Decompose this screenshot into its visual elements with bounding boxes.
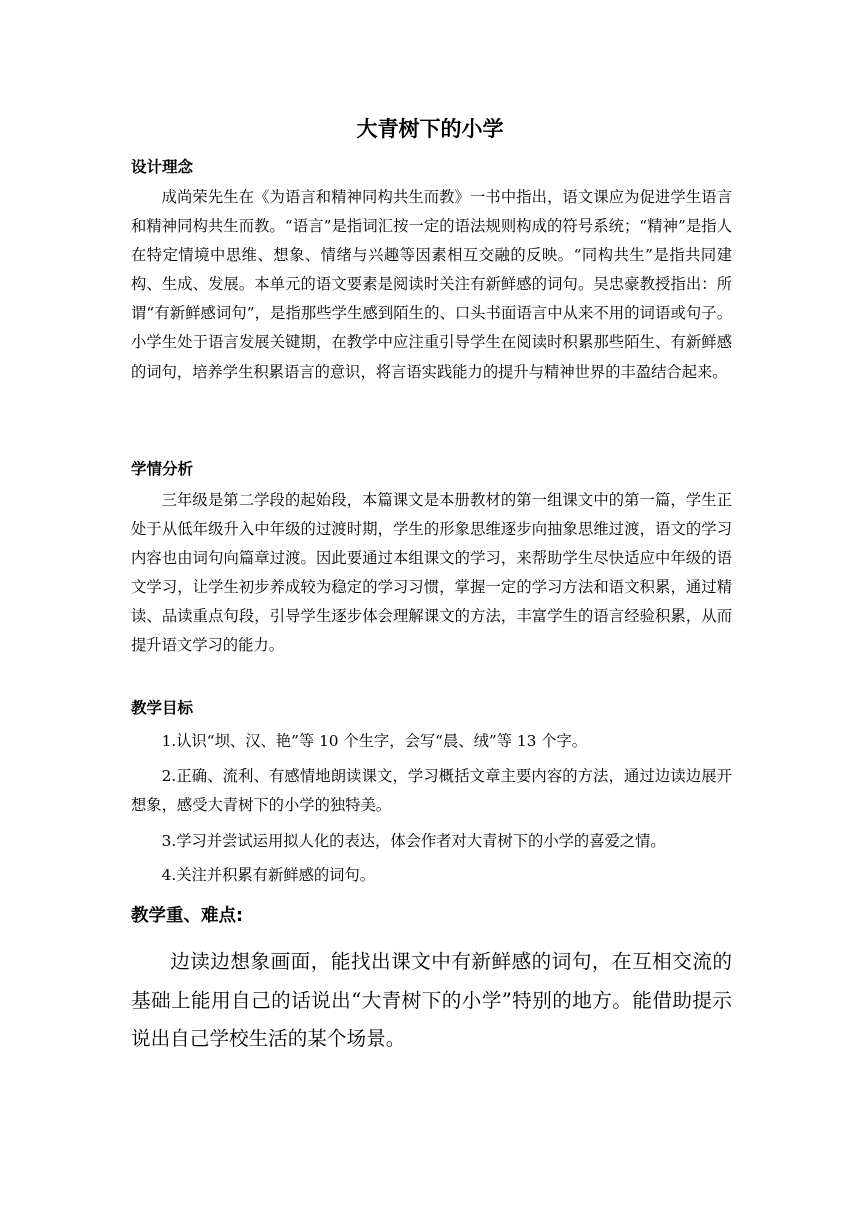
goal-item-4: 4.关注并积累有新鲜感的词句。 (161, 866, 376, 884)
section-heading-design: 设计理念 (131, 158, 194, 176)
goal-item-3: 3.学习并尝试运用拟人化的表达，体会作者对大青树下的小学的喜爱之情。 (161, 832, 666, 850)
section-heading-key-points: 教学重、难点: (131, 906, 243, 926)
paragraph-analysis: 三年级是第二学段的起始段，本篇课文是本册教材的第一组课文中的第一篇，学生正处于从低年级升入中年级的过渡时期，学生的形象思维逐步向抽象思维过渡，语文的学习内容也由词句向篇章过渡。因此要通过本组课文的学习，来帮助学生尽快适应中年级的语文学习，让学生初步养成较为稳定的学习习惯，掌握一定的学习方法和语文积累，通过精读、品读重点句段，引导学生逐步体会理解课文的方法，丰富学生的语言经验积累，从而提升语文学习的能力。 (131, 491, 732, 655)
paragraph-key-points: 边读边想象画面，能找出课文中有新鲜感的词句，在互相交流的基础上能用自己的话说出“大青树下的小学”特别的地方。能借助提示说出自己学校生活的某个场景。 (131, 950, 732, 1050)
goal-item-1: 1.认识“坝、汉、艳”等 10 个生字，会写“晨、绒”等 13 个字。 (161, 732, 588, 750)
page-title: 大青树下的小学 (356, 117, 504, 141)
paragraph-design: 成尚荣先生在《为语言和精神同构共生而教》一书中指出，语文课应为促进学生语言和精神同构共生而教。“语言”是指词汇按一定的语法规则构成的符号系统；“精神”是指人在特定情境中思维、想象、情绪与兴趣等因素相互交融的反映。“同构共生”是指共同建构、生成、发展。本单元的语文要素是阅读时关注有新鲜感的词句。吴忠豪教授指出：所谓“有新鲜感词句”，是指那些学生感到陌生的、口头书面语言中从来不用的词语或句子。小学生处于语言发展关键期，在教学中应注重引导学生在阅读时积累那些陌生、有新鲜感的词句，培养学生积累语言的意识，将言语实践能力的提升与精神世界的丰盈结合起来。 (131, 188, 732, 381)
section-heading-goals: 教学目标 (131, 699, 194, 717)
goal-item-2: 2.正确、流利、有感情地朗读课文，学习概括文章主要内容的方法，通过边读边展开想象，感受大青树下的小学的独特美。 (131, 767, 732, 815)
section-heading-analysis: 学情分析 (131, 460, 194, 478)
